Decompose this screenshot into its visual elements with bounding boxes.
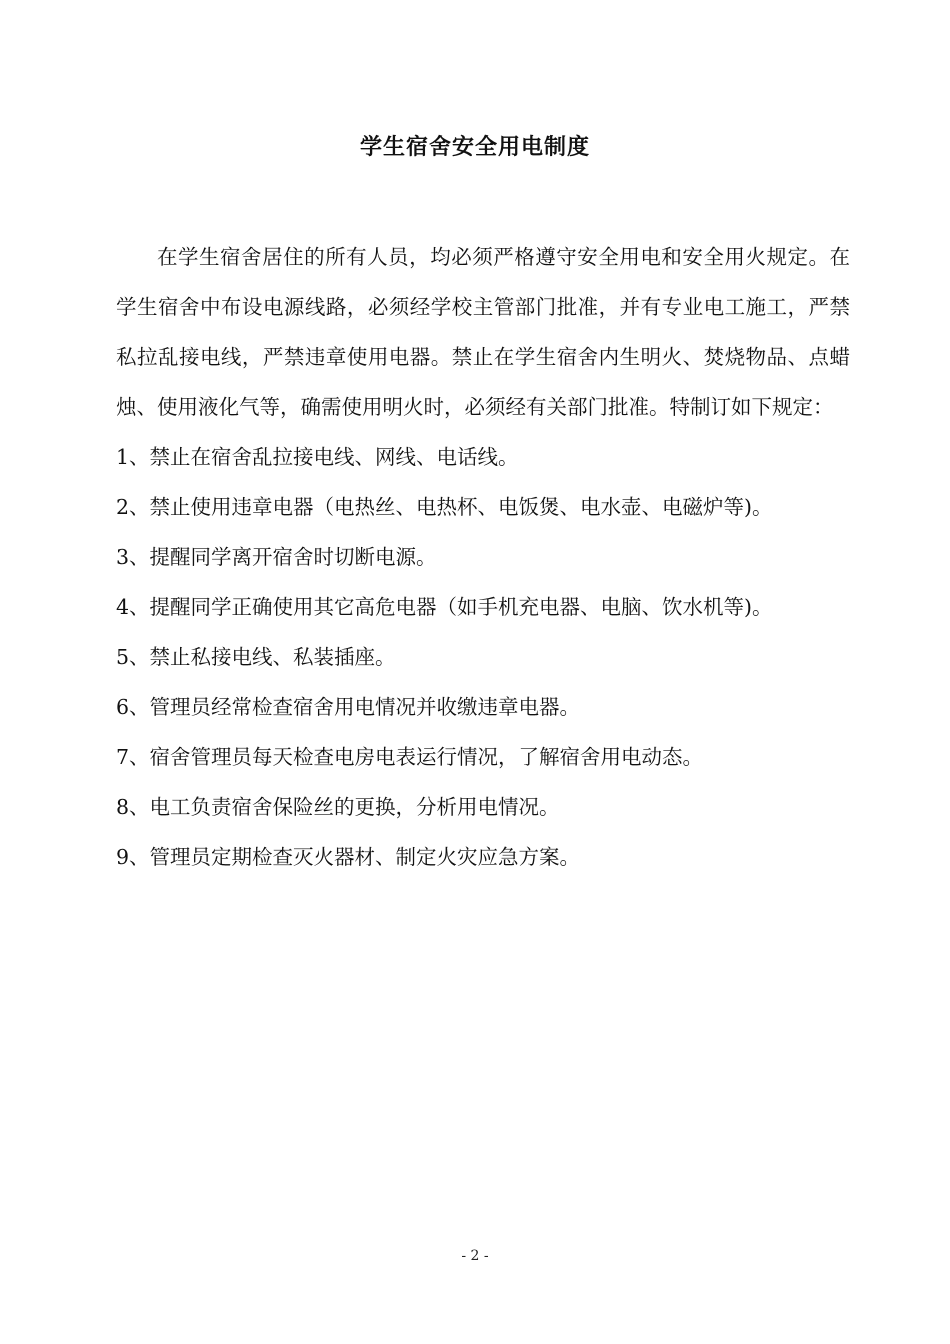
document-title: 学生宿舍安全用电制度 [359, 135, 590, 160]
intro-paragraph: 在学生宿舍居住的所有人员，均必须严格遵守安全用电和安全用火规定。在学生宿舍中布设电源线路，必须经学校主管部门批准，并有专业电工施工，严禁私拉乱接电线，严禁违章使用电器。禁止在学生宿舍内生明火、焚烧物品、点蜡烛、使用液化气等，确需使用明火时，必须经有关部门批准。特制订如下规定： [116, 245, 850, 419]
rule-item-4: 4、提醒同学正确使用其它高危电器（如手机充电器、电脑、饮水机等)。 [116, 595, 773, 619]
page-number: - 2 - [461, 1248, 489, 1264]
document-body [116, 232, 850, 882]
rule-item-5: 5、禁止私接电线、私装插座。 [116, 645, 396, 669]
rule-item-7: 7、宿舍管理员每天检查电房电表运行情况，了解宿舍用电动态。 [116, 745, 704, 769]
rule-item-3: 3、提醒同学离开宿舍时切断电源。 [116, 545, 437, 569]
rule-item-8: 8、电工负责宿舍保险丝的更换，分析用电情况。 [116, 795, 560, 819]
rule-item-9: 9、管理员定期检查灭火器材、制定火灾应急方案。 [116, 845, 581, 869]
rules-list [116, 432, 850, 882]
rule-item-6: 6、管理员经常检查宿舍用电情况并收缴违章电器。 [116, 695, 581, 719]
rule-item-2: 2、禁止使用违章电器（电热丝、电热杯、电饭煲、电水壶、电磁炉等)。 [116, 495, 773, 519]
rule-item-1: 1、禁止在宿舍乱拉接电线、网线、电话线。 [116, 445, 519, 469]
